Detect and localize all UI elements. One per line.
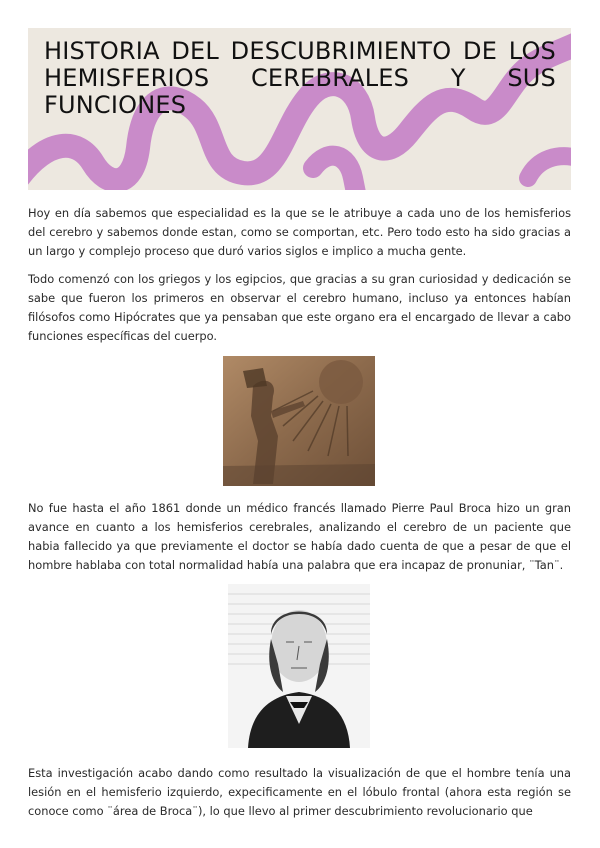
paragraph-greeks-egyptians: Todo comenzó con los griegos y los egipcios, que gracias a su gran curiosidad y dedicación se sabe que fueron los primeros en observar el cerebro humano, incluso ya entonces habían filósofos como Hipócrates que ya pensaban que este organo era el encargado de llevar a cabo funciones específicas del cuerpo. [28, 272, 571, 343]
pierre-paul-broca-portrait [228, 584, 370, 748]
paragraph-broca-1861: No fue hasta el año 1861 donde un médico francés llamado Pierre Paul Broca hizo un gran avance en cuanto a los hemisferios cerebrales, analizando el cerebro de un paciente que habia fallecido ya que previamente el doctor se había dado cuenta de que a pesar de que el hombre hablaba con total normalidad había una palabra que era incapaz de pronuniar, ¨Tan¨. [28, 501, 571, 572]
paragraph-investigation-result: Esta investigación acabo dando como resultado la visualización de que el hombre tenía una lesión en el hemisferio izquierdo, expecificamente en el lóbulo frontal (ahora esta región se conoce como ¨área de Broca¨), lo que llevo al primer descubrimiento revolucionario que [28, 766, 571, 818]
egyptian-relief-image [223, 356, 375, 486]
paragraph-intro: Hoy en día sabemos que especialidad es la que se le atribuye a cada uno de los hemisferios del cerebro y sabemos donde estan, como se comportan, etc. Pero todo esto ha sido gracias a un largo y complejo proceso que duró varios siglos e implico a mucha gente. [28, 206, 571, 258]
title-banner [28, 28, 571, 190]
page-title: HISTORIA DEL DESCUBRIMIENTO DE LOS HEMISFERIOS CEREBRALES Y SUS FUNCIONES [44, 37, 556, 119]
